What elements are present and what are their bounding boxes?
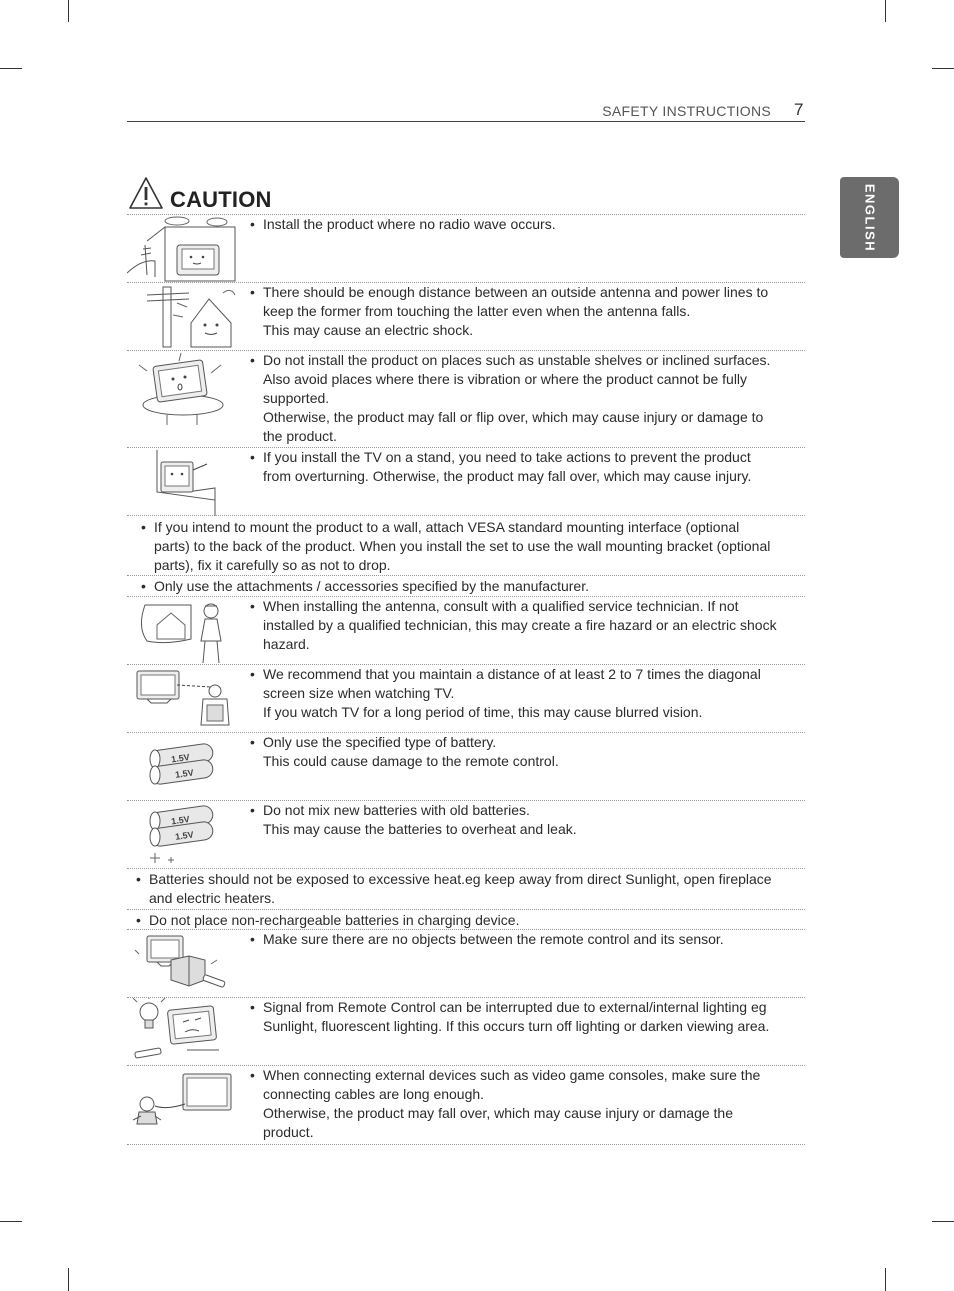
bullet: • [250,216,255,232]
bullet: • [136,912,141,928]
svg-text:1.5V: 1.5V [170,813,191,827]
svg-text:1.5V: 1.5V [174,767,195,780]
crop-mark [68,1268,69,1291]
language-tab-label: ENGLISH [862,183,877,252]
item-text: • Make sure there are no objects between the remote control and its sensor. [250,931,724,947]
list-item [127,665,805,733]
item-text: • Only use the specified type of battery. This could cause damage to the remote control. [250,734,559,769]
bullet: • [250,802,255,818]
crop-mark [0,68,22,69]
list-item [127,516,805,576]
item-text: • If you intend to mount the product to a wall, attach VESA standard mounting interface (optional parts) to the back of the product. When you install the set to use the wall mounting bracket (optional parts), fix it carefully so as not to drop. [141,519,771,573]
item-text: • Do not mix new batteries with old batteries. This may cause the batteries to overheat and leak. [250,802,577,837]
bullet: • [136,871,141,887]
viewing-distance-illustration [127,665,239,733]
warning-triangle-icon [128,176,164,210]
list-item [127,576,805,597]
list-item [127,448,805,516]
bullet: • [141,578,146,594]
bullet: • [250,999,255,1015]
crop-mark [0,1221,22,1222]
list-item [127,733,805,801]
page-number: 7 [794,100,804,119]
crop-mark [932,1221,954,1222]
bullet: • [250,449,255,465]
caution-title: CAUTION [170,187,272,212]
bullet: • [250,734,255,750]
item-text: • When connecting external devices such as video game consoles, make sure the connecting cables are long enough. Otherwise, the product may fall over, which may cause injury or damage the product. [250,1067,761,1140]
antenna-powerline-illustration [127,283,239,351]
battery-illustration [127,733,239,801]
tv-stand-anchor-illustration [127,448,239,516]
list-item [127,351,805,448]
list-item [127,869,805,910]
item-text: • Do not install the product on places such as unstable shelves or inclined surfaces. Also avoid places where there is vibration or where the product cannot be fully supported. Otherwise, the product may fall or flip over, which may cause injury or damage to the product. [250,352,771,444]
section-title: SAFETY INSTRUCTIONS [602,103,771,119]
crop-mark [68,0,69,22]
bullet: • [250,284,255,300]
language-tab [840,177,899,258]
bullet: • [141,519,146,535]
svg-text:1.5V: 1.5V [174,829,195,842]
list-item [127,998,805,1066]
bullet: • [250,1067,255,1083]
crop-mark [885,0,886,22]
remote-lighting-illustration [127,998,239,1066]
list-item [127,597,805,665]
item-text: • Install the product where no radio wave occurs. [250,216,556,232]
bullet: • [250,931,255,947]
list-item [127,215,805,283]
list-item [127,801,805,869]
list-item [127,930,805,998]
bullet: • [250,666,255,682]
game-console-cable-illustration [127,1066,239,1145]
item-text: • We recommend that you maintain a distance of at least 2 to 7 times the diagonal screen size when watching TV. If you watch TV for a long period of time, this may cause blurred vision. [250,666,761,720]
battery-mix-illustration [127,801,239,869]
header-divider [127,121,805,122]
caution-list [127,214,805,1145]
item-text: • Batteries should not be exposed to excessive heat.eg keep away from direct Sunlight, open fireplace and electric heaters. [136,871,772,906]
crop-mark [885,1268,886,1291]
item-text: • Do not place non-rechargeable batteries in charging device. [136,912,520,928]
item-text: • If you install the TV on a stand, you need to take actions to prevent the product from overturning. Otherwise, the product may fall over, which may cause injury. [250,449,752,484]
list-item [127,1066,805,1145]
bullet: • [250,598,255,614]
remote-obstacle-illustration [127,930,239,998]
item-text: • There should be enough distance between an outside antenna and power lines to keep the former from touching the latter even when the antenna falls. This may cause an electric shock. [250,284,769,338]
technician-illustration [127,597,239,665]
list-item [127,910,805,930]
item-text: • Signal from Remote Control can be interrupted due to external/internal lighting eg Sunlight, fluorescent lighting. If this occurs turn off lighting or darken viewing area. [250,999,770,1034]
bullet: • [250,352,255,368]
crop-mark [932,68,954,69]
tv-house-antenna-illustration [127,215,239,283]
svg-text:1.5V: 1.5V [170,751,191,765]
item-text: • Only use the attachments / accessories specified by the manufacturer. [141,578,589,594]
tv-unstable-illustration [127,351,239,448]
item-text: • When installing the antenna, consult with a qualified service technician. If not installed by a qualified technician, this may create a fire hazard or an electric shock hazard. [250,598,777,652]
list-item [127,283,805,351]
